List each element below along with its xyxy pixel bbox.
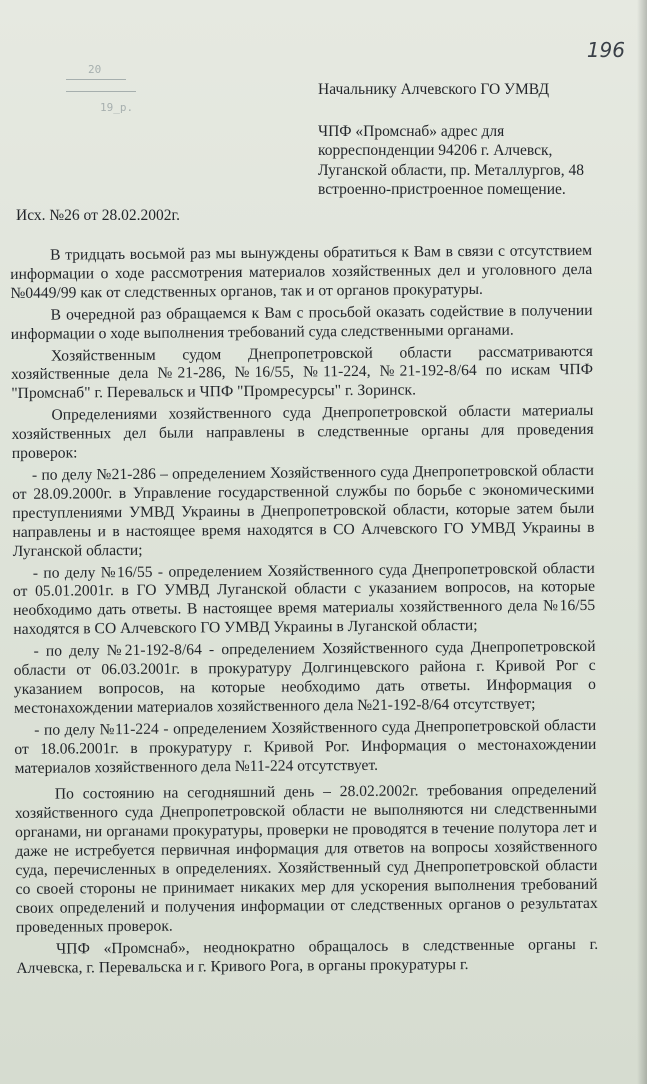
folio-number: 196 xyxy=(586,38,625,62)
paragraph: По состоянию на сегодняшний день – 28.02.2002г. требования определений хозяйственного суда Днепропетровской области не выполняются ни следственными органами, ни органами прокуратуры, проверки не проводятся в течение полутора лет и даже не истребуется первичная информация для ответов на вопросы хозяйственного суда, перечисленных в определениях. Хозяйственный суд Днепропетровской области со своей стороны не принимает никаких мер для ускорения выполнения требований своих определений и получения информации от следственных органов о результатах проведенных проверок. xyxy=(14,781,598,936)
registration-stamp xyxy=(58,55,208,135)
addressee-block xyxy=(318,80,608,200)
page-edge-shadow xyxy=(637,0,647,1084)
case-item: - по делу №21-286 – определением Хозяйственного суда Днепропетровской области от 28.09.2000г. в Управление государственной службы по борьбе с экономическими преступлениями УМВД Украины в Днепропетровской области, которые затем были направлены и в настоящее время находятся в СО Алчевского ГО УМВД Украины в Луганской области; xyxy=(12,461,595,560)
case-item: - по делу №11-224 - определением Хозяйственного суда Днепропетровской области от 18.06.2001г. в прокуратуру г. Кривой Рог. Информация о местонахождении материалов хозяйственного дела №11-224 отсутствует. xyxy=(14,716,597,777)
case-item: - по делу №21-192-8/64 - определением Хозяйственного суда Днепропетровской области от 06.03.2001г. в прокуратуру Долгинцевского района г. Кривой Рог с указанием вопросов, на которые необходимо дать ответы. Информация о местонахождении материалов хозяйственного дела №21-192-8/64 отсутствует; xyxy=(13,638,596,717)
sender-address: ЧПФ «Промснаб» адрес для корреспонденции 94206 г. Алчевск, Луганской области, пр. Металлургов, 48 встроенно-пристроенное помещение. xyxy=(318,122,585,198)
letter-body xyxy=(10,242,598,982)
paragraph: Хозяйственным судом Днепропетровской области рассматриваются хозяйственные дела №21-286, №16/55, №11-224, №21-192-8/64 по искам ЧПФ "Промснаб" г. Перевальск и ЧПФ "Промресурсы" г. Зоринск. xyxy=(11,342,594,403)
paragraph: ЧПФ «Промснаб», неоднократно обращалось в следственные органы г. Алчевска, г. Перевальска и г. Кривого Рога, в органы прокуратуры г. xyxy=(16,935,599,977)
stamp-line-2: 19_p. xyxy=(100,101,134,114)
paragraph: В очередной раз обращаемся к Вам с просьбой оказать содействие в получении информации о ходе выполнения требований суда следственными органами. xyxy=(10,301,593,343)
paragraph: В тридцать восьмой раз мы вынуждены обратиться к Вам в связи с отсутствием информации о ходе рассмотрения материалов хозяйственных дел и уголовного дела №0449/99 как от следственных органов, так и от органов прокуратуры. xyxy=(10,241,593,302)
recipient: Начальнику Алчевского ГО УМВД xyxy=(318,81,550,98)
outgoing-reference: Исх. №26 от 28.02.2002г. xyxy=(16,207,180,224)
case-item: - по делу №16/55 - определением Хозяйственного суда Днепропетровской области от 05.01.2001г. в ГО УМВД Луганской области с указанием вопросов, на которые необходимо дать ответы. В настоящее время материалы хозяйственного дела №16/55 находятся в СО Алчевского ГО УМВД Украины в Луганской области; xyxy=(12,559,596,639)
stamp-rule xyxy=(66,79,126,80)
paragraph: Определениями хозяйственного суда Днепропетровской области материалы хозяйственных дел были направлены в следственные органы для проведения проверок: xyxy=(11,402,594,463)
stamp-line-1: 20 xyxy=(88,63,102,76)
stamp-rule xyxy=(66,91,136,92)
